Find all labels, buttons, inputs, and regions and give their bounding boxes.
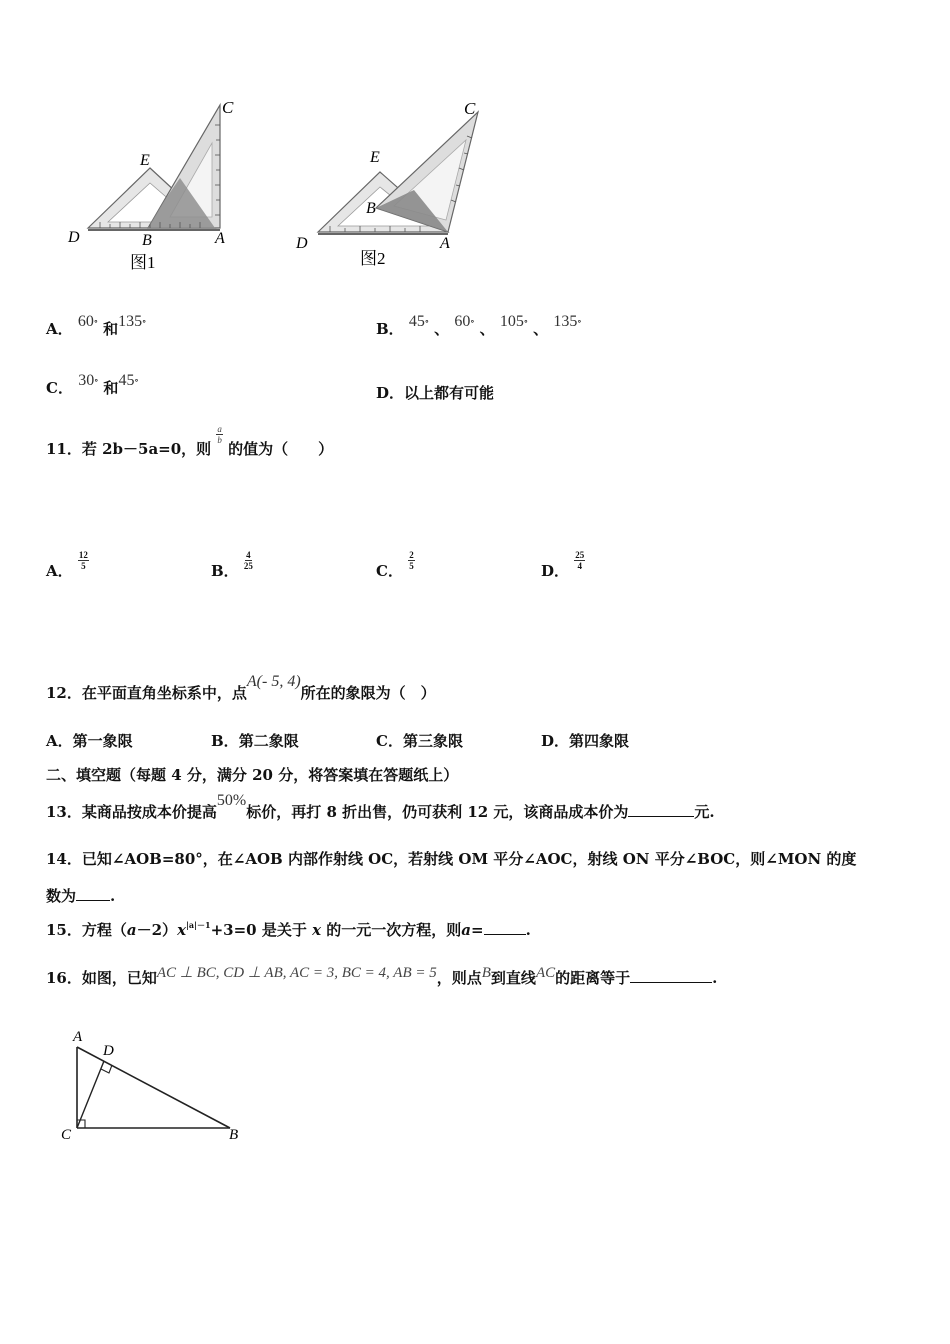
fig-q16-label-C: C — [61, 1127, 72, 1143]
fig-q16-label-A: A — [73, 1029, 83, 1045]
figure-q16-right-triangle — [55, 1025, 255, 1150]
answer-blank[interactable] — [628, 804, 694, 817]
figure-1 — [60, 95, 260, 275]
fraction-a-over-b: $\frac{a}{b}$ — [217, 424, 222, 445]
option-letter: C． — [376, 562, 403, 580]
question-text: 若 2b－5a=0，则 — [81, 440, 212, 458]
question-number: 15． — [46, 921, 82, 939]
question-12 — [46, 673, 436, 703]
question-16: 16．如图，已知AC ⊥ BC, CD ⊥ AB, AC = 3, BC = 4, AB = 5，则点B到直线AC的距离等于 . — [46, 965, 718, 987]
connector-text: 、 — [479, 320, 495, 338]
fig2-caption: 图2 — [360, 249, 386, 268]
q11-option-a — [46, 550, 89, 589]
question-15: 15．方程$(a-2)x^{|a|-1}+3=0$ 是关于 x 的一元一次方程，则a= . — [46, 920, 531, 939]
q12-option-a: A．第一象限 — [46, 732, 133, 750]
option-fraction: $\frac{2}{5}$ — [409, 550, 414, 571]
question-number: 11． — [46, 440, 82, 458]
figure-2 — [290, 98, 500, 273]
given-formula: AC ⊥ BC, CD ⊥ AB, AC = 3, BC = 4, AB = 5 — [156, 965, 437, 981]
question-text: 所在的象限为（ ） — [300, 684, 436, 702]
option-letter: D． — [541, 562, 570, 580]
question-text: 在平面直角坐标系中，点 — [81, 684, 247, 702]
question-number: 16． — [46, 969, 82, 987]
q10-option-b: B． 45° 、 60° 、 105° 、 135° — [376, 313, 582, 338]
q11-option-b — [211, 550, 253, 589]
question-number: 12． — [46, 684, 82, 702]
angle-value: 30 — [78, 372, 95, 389]
option-fraction: $\frac{25}{4}$ — [575, 550, 585, 571]
option-fraction: $\frac{12}{5}$ — [78, 550, 88, 571]
fig2-label-B: B — [366, 200, 376, 217]
q11-option-d — [541, 550, 585, 589]
q12-option-b: B．第二象限 — [211, 732, 299, 750]
angle-value: 45 — [118, 372, 135, 389]
fig1-label-B: B — [142, 232, 152, 249]
answer-blank[interactable] — [484, 922, 526, 935]
question-13 — [46, 792, 715, 822]
q12-option-d: D．第四象限 — [541, 732, 630, 750]
section-2-title: 二、填空题（每题 4 分，满分 20 分，将答案填在答题纸上） — [46, 766, 459, 784]
fig1-label-E: E — [140, 152, 150, 169]
question-text: 元. — [694, 803, 715, 821]
fig1-label-A: A — [215, 230, 225, 247]
percent-value: 50% — [216, 792, 247, 809]
option-letter: B． — [211, 562, 239, 580]
fig1-caption: 图1 — [130, 253, 156, 272]
question-text: 标价，再打 8 折出售，仍可获利 12 元，该商品成本价为 — [246, 803, 629, 821]
angle-value: 60 — [454, 313, 471, 330]
question-text: 数为 — [46, 887, 77, 905]
connector-text: 、 — [533, 320, 549, 338]
fig2-label-A: A — [440, 235, 450, 252]
angle-value: 60 — [77, 313, 94, 330]
q10-option-a: A． 60° 和135° — [46, 313, 147, 338]
question-number: 14． — [46, 850, 82, 868]
fig1-label-D: D — [68, 229, 80, 246]
q10-option-d — [376, 382, 494, 403]
fig-q16-label-B: B — [229, 1127, 239, 1143]
answer-blank[interactable] — [630, 970, 712, 983]
question-11 — [46, 424, 334, 467]
question-14 — [46, 848, 856, 869]
fig2-label-C: C — [464, 99, 476, 118]
question-text: 已知∠AOB=80°，在∠AOB 内部作射线 OC，若射线 OM 平分∠AOC，射线 ON 平分∠BOC，则∠MON 的度 — [81, 850, 857, 868]
connector-text: 和 — [103, 379, 119, 397]
angle-value: 105 — [499, 313, 524, 330]
connector-text: 、 — [434, 320, 450, 338]
angle-value: 45 — [408, 313, 425, 330]
option-letter: A． — [46, 320, 73, 338]
option-letter: B． — [376, 320, 404, 338]
question-text: 某商品按成本价提高 — [81, 803, 217, 821]
q10-option-c: C． 30° 和45° — [46, 372, 139, 397]
option-letter: A． — [46, 562, 73, 580]
fig2-label-E: E — [370, 149, 380, 166]
q12-option-c: C．第三象限 — [376, 732, 463, 750]
option-letter: D． — [376, 384, 405, 402]
angle-value: 135 — [553, 313, 578, 330]
question-text: 的值为（ ） — [228, 440, 334, 458]
fig2-label-D: D — [296, 235, 308, 252]
answer-blank[interactable] — [76, 888, 110, 901]
fig-q16-label-D: D — [103, 1043, 114, 1059]
angle-value: 135 — [118, 313, 143, 330]
connector-text: 和 — [103, 320, 119, 338]
point-coordinate: A(- 5, 4) — [246, 673, 301, 690]
option-fraction: $\frac{4}{25}$ — [243, 550, 253, 571]
fig1-label-C: C — [222, 98, 234, 117]
q11-option-c — [376, 550, 415, 589]
question-number: 13． — [46, 803, 82, 821]
option-text: 以上都有可能 — [404, 384, 495, 402]
question-14-line2: 数为 . — [46, 887, 116, 905]
option-letter: C． — [46, 379, 73, 397]
